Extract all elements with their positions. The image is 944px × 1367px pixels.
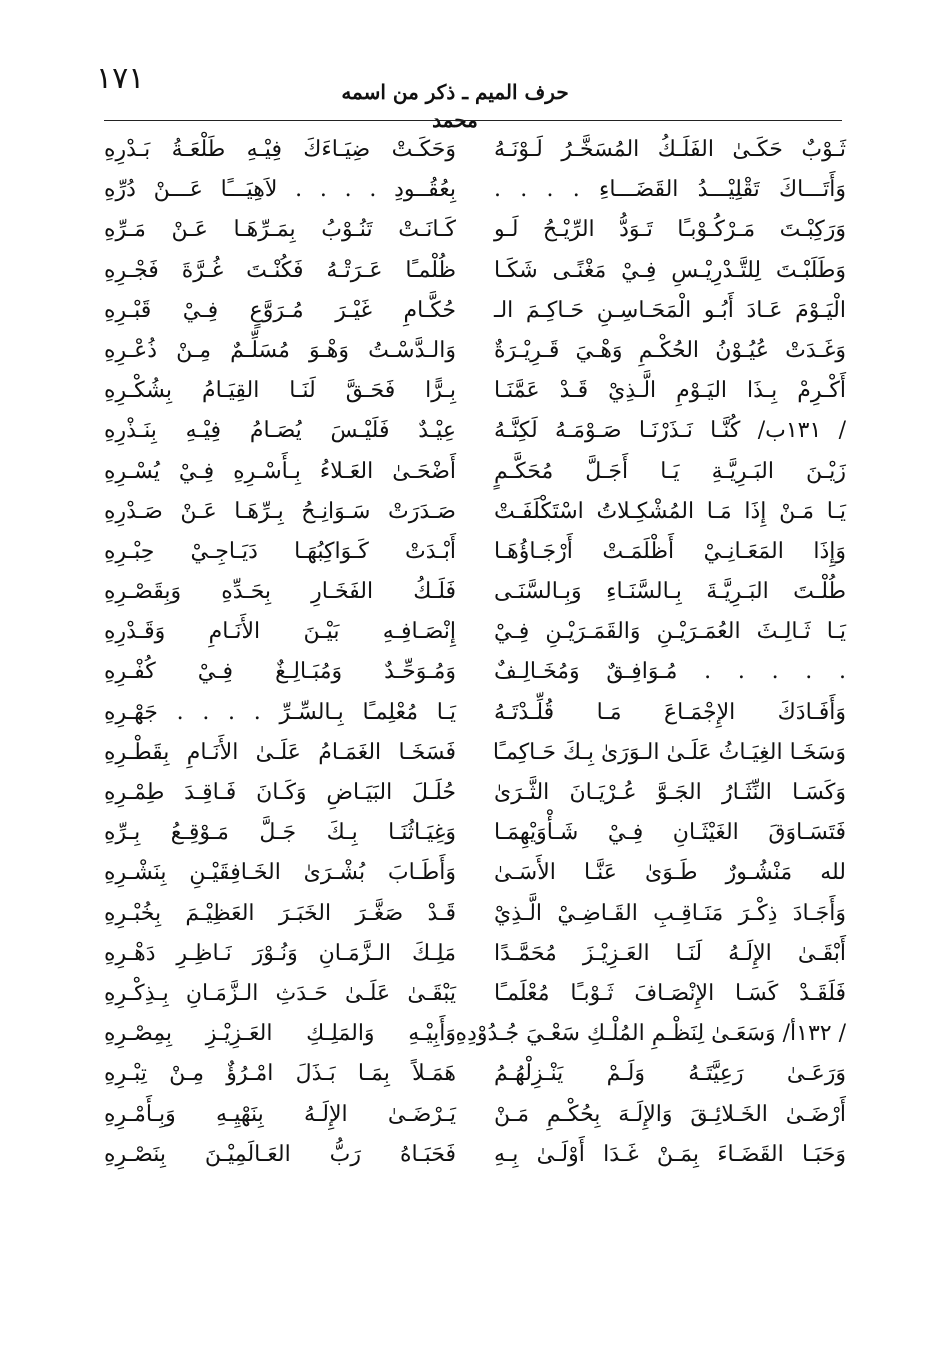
verse-line: وَكَسَـا النِّثَـارُ الجَـوَّ عُـرْيَـانَ الثَّـرَىٰ (494, 780, 846, 805)
verse-line: صَـدَرَتْ سَـوَانِـحُ بِـرِّهَـا عَـنْ صَـدْرِهِ (104, 498, 456, 524)
verse-line: فَتَسَـاوَقَ الغَيْثَـانِ فِـيْ شَـأْوَيْهِمَـا (494, 820, 846, 846)
verse-line: وَحَكَـتْ ضِيَـاءَكَ فِيْـهِ طَلْعَـةُ بَـدْرِهِ (104, 137, 456, 162)
verse-line: وَسَخَـا الغِيَـاثُ عَلَـىٰ الـوَرَىٰ بِـكَ حَـاكِمـًا (492, 739, 846, 765)
verse-line: قَـدْ صَغَّـرَ الخَبَـرَ العَظِيْـمَ بِخُبْـرِهِ (104, 900, 456, 926)
verse-line: لله مَنْشُـورٌ طَـوَىٰ عَنَّـا الأَسَـىٰ (494, 860, 846, 886)
verse-line: مَلِـكَ الـزَّمَـانِ وَنُـوْرَ نَـاظِـرِ دَهْـرِهِ (104, 940, 456, 966)
verse-line: إِنْصَـافِـهِ بَيْـنَ الأَنَـامِ وَقَـدْرِهِ (104, 619, 456, 645)
verse-line: وَطَلَبْـتَ لِلتَّـدْرِيْـسِ فِـيْ مَغْنًـى شَكَـا (494, 257, 846, 283)
verse-line: يَبْقَـىٰ عَلَـىٰ حَـدَثِ الـزَّمَـانِ بِـذِكْـرِهِ (104, 980, 456, 1006)
verse-line: ثَـوْبٌ حَكَـىٰ الفَلَـكُ المُسَخَّـرُ لَـوْنَـهُ (494, 137, 846, 162)
verse-line: وَالـدَّسْـتُ وَهْـوَ مُسَلِّـمٌ مِـنْ ذُعْـرِهِ (104, 337, 456, 363)
verse-line: وَرَعَـىٰ رَعِيَّتَـهُ وَلَـمْ يَنْـزِلْهُـمُ (494, 1061, 846, 1087)
verse-line: هَمَـلاً بِمَـا بَـذَلَ امْـرُؤٌ مِـنْ تِبْـرِهِ (104, 1061, 456, 1087)
verse-line: / ١٣١ب/ كُنَّـا نَـذَرْنَـا صَـوْمَـهُ لَكِنَّـهُ (494, 418, 846, 444)
verse-line: وَرَكِبْـتَ مَـرْكُـوْبـًا تَـوَدُّ الرِّيْـحُ لَـو (494, 217, 846, 243)
verse-line: فَسَخَـا الغَمَـامُ عَلَـىٰ الأَنَـامِ بِقَطْـرِهِ (104, 739, 456, 765)
running-header: حرف الميم ـ ذكر من اسمه محمد (341, 80, 569, 132)
verse-line: أَبْقَـىٰ الإِلَـهُ لَنَـا العَـزِيْـزَ مُحَمَّـدًا (494, 940, 846, 966)
verse-line: طُلْـتَ البَـرِيَّـةَ بِـالسَّنَـاءِ وَبِـالسَّنَـى (494, 579, 846, 605)
verse-line: عِيْـدٌ فَلَيْـسَ يُصَـامُ فِيْـهِ بِنَـذْرِهِ (104, 418, 456, 444)
verse-line: وَحَبَـا القَضَـاءَ بِمَـنْ غَـدَا أَوْلَـىٰ بِـهِ (494, 1141, 846, 1167)
verse-line: حُكَّـامِ غَيْـرَ مُـرَوَّعٍ فِـيْ قَبْـرِهِ (104, 297, 456, 323)
verse-line: يَـا ثَـالِـثَ العُمَـرَيْـنِ وَالقَمَـرَيْـنِ فِـيْ (494, 619, 846, 645)
verse-line: . . . . . مُـوَافِـقٌ وَمُخَـالِـفٌ (494, 659, 846, 685)
header-rule (104, 120, 842, 121)
verse-line: فَحَبَـاهُ رَبُّ العَـالَمِيْـنَ بِنَصْـرِهِ (104, 1141, 456, 1167)
verse-line: حُلَـلَ البَيَـاضِ وَكَـانَ فَـاقِـدَ طِمْـرِهِ (104, 780, 456, 805)
verse-line: يَـا مَـنْ إِذَا مَـا المُشْكِـلاتُ اسْتَكْلَفَـتْ (494, 498, 846, 524)
verse-line: وَأَطَـابَ بُشْـرَىٰ الخَـافِقَيْـنِ بِنَشْـرِهِ (104, 860, 456, 886)
page-number: ١٧١ (96, 61, 145, 96)
verse-line: وَإِذَا المَعَـانِـيْ أَظْلَمَـتْ أَرْجَـاؤُهَـا (494, 538, 846, 564)
verse-line: بِـرًّا فَحَـقَّ لَنَـا القِيَـامُ بِشُكْـرِهِ (104, 378, 456, 404)
verse-line: يَـرْضَـىٰ الإِلَـهُ بِنَهْيِـهِ وَبِـأَمْـرِهِ (104, 1101, 456, 1127)
verse-line: أَضْحَـىٰ العَـلاءُ بِـأَسْـرِهِ فِـيْ يُسْـرِهِ (104, 458, 456, 484)
verse-line: وَغِيَـاثُنَـا بِـكَ جَـلَّ مَـوْقِـعُ بِـرِّهِ (104, 820, 456, 846)
verse-line: ظُلْمـًا عَـرَتْـهُ فَكُنْـتَ غُـرَّةَ فَجْـرِهِ (104, 257, 456, 283)
left-hemistich-column (104, 130, 456, 1175)
verse-line: وَأَتَـــاكَ تَقْلِيْـــدُ القَضَـــاءِ . . . . (494, 177, 846, 203)
verse-line: وَأَجَـادَ ذِكْـرَ مَنَـاقِـبِ القَـاضِـيْ الَّـذِيْ (494, 900, 846, 926)
verse-line: فَلَـكُ الفَخَـارِ بِحَـدِّهِ وَبِقَصْـرِهِ (104, 579, 456, 605)
verse-line: وَأَبِيْـهِ وَالمَلِـكِ العَـزِيْـزِ بِمِصْـرِهِ (104, 1021, 456, 1047)
verse-line: زَيْـنَ البَـرِيَّـةِ يَـا أَجَـلَّ مُحَكَّـمٍ (494, 458, 846, 484)
verse-line: وَأَفَـادَكَ الإِجْمَـاعَ مَـا قُلِّـدْتَـهُ (494, 699, 846, 725)
verse-line: وَغَـدَتْ عُيُـوْنُ الحُكْـمِ وَهْـيَ قَـرِيْـرَةٌ (494, 337, 846, 363)
verse-line: يَـا مُعْلِمـًا بِـالسِّـرِّ . . . . جَهْـرِهِ (104, 699, 456, 725)
verse-line: / ١٣٢أ/ وَسَعَـىٰ لِنَظْـمِ المُلْـكِ سَعْـيَ جُـدُوْدِهِ (455, 1021, 846, 1047)
verse-line: بِعُقُــودِ . . . . لاَهِيَـــًا عَـــنْ دُرِّهِ (104, 177, 456, 203)
verse-line: أَكْـرِمْ بِـذَا اليَـوْمِ الَّـذِيْ قَـدْ عَمَّنَـا (494, 378, 846, 404)
verse-line: أَبْـدَتْ كَـوَاكِبُهَـا دَيَـاجِـيْ حِبْـرِهِ (104, 538, 456, 564)
verse-line: كَـانَـتْ تَنُـوْبُ بِمَـرِّهَـا عَـنْ مَـرِّهِ (104, 217, 456, 243)
right-hemistich-column (455, 130, 846, 1175)
verse-line: الْيَـوْمَ عَـادَ أَبُـو الْمَحَـاسِـنِ حَـاكِـمَ الـ (494, 297, 846, 323)
verse-line: فَلَقَـدْ كَسَـا الإِنْصَـافَ ثَـوْبـًا مُعْلَمـًا (494, 980, 846, 1006)
verse-line: أَرْضَـىٰ الخَـلائِـقَ وَالإِلَـهَ بِحُكْـمِ مَـنْ (494, 1101, 846, 1127)
verse-line: وَمُـوَحِّـدٌ وَمُبَـالِـغٌ فِـيْ كُفْـرِهِ (104, 659, 456, 685)
